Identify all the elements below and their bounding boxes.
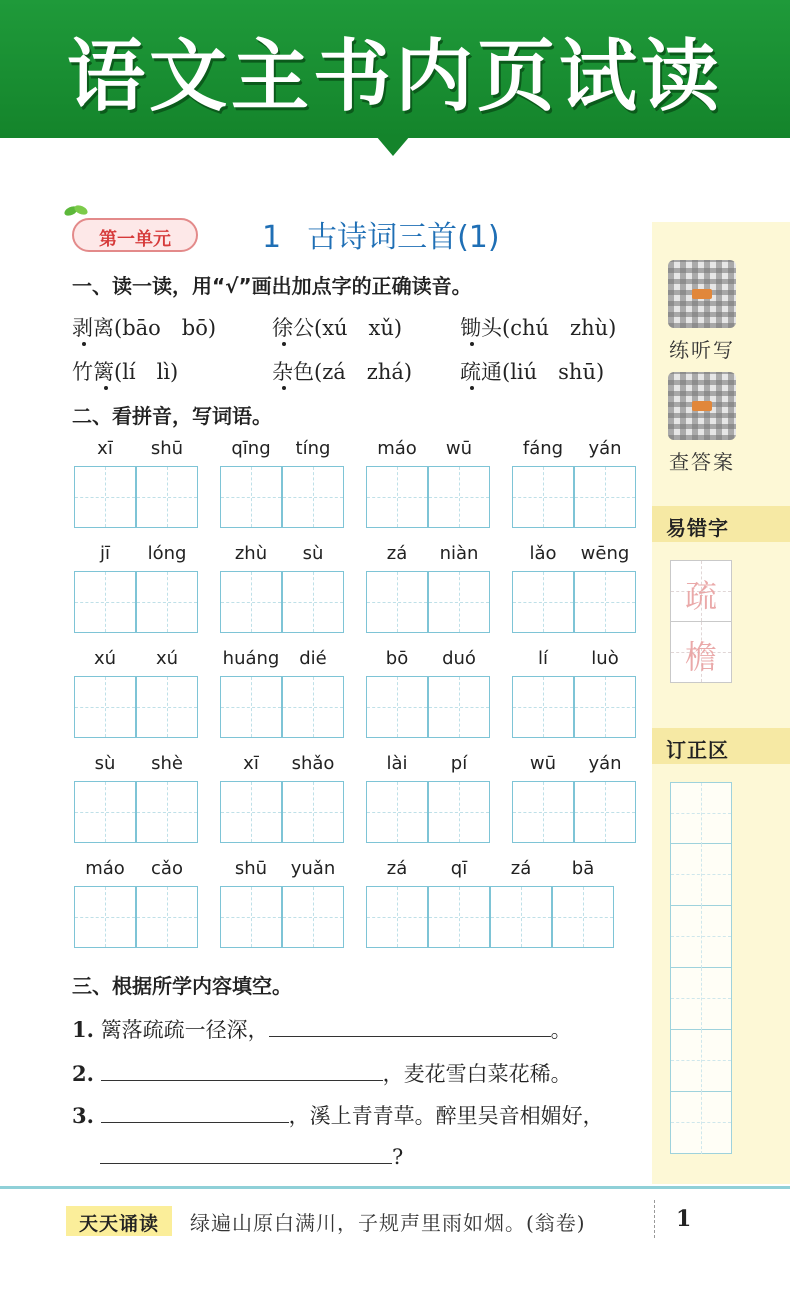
emphasis-dot [282,386,286,390]
writing-cell[interactable] [282,886,344,948]
pinyin-label: xú [155,648,179,669]
pinyin-label: lóng [147,543,187,564]
writing-cell[interactable] [574,676,636,738]
answer-blank[interactable] [269,1017,551,1037]
correction-heading: 订正区 [652,728,790,764]
lesson-title-text: 古诗词三首(1) [307,220,500,255]
qr-label-answers: 查答案 [669,450,735,474]
fill-item-3-continued [100,1144,403,1169]
emphasis-dot [470,342,474,346]
writing-cell[interactable] [428,886,490,948]
pinyin-label: jī [99,543,110,564]
pinyin-label: dié [299,648,327,669]
fill-text-after: ，溪上青青草。醉里吴音相媚好， [288,1104,604,1128]
writing-cell[interactable] [136,886,198,948]
section-heading-pinyin: 二、看拼音，写词语。 [72,404,272,428]
pinyin-label: wū [529,753,557,774]
writing-cell[interactable] [136,466,198,528]
writing-cell[interactable] [220,466,282,528]
writing-cell[interactable] [136,571,198,633]
writing-cell[interactable] [428,466,490,528]
error-char-box [670,621,732,683]
fill-number: 3. [72,1103,94,1128]
pinyin-label: pí [450,753,468,774]
writing-cell[interactable] [136,676,198,738]
pinyin-label: lǎo [529,543,557,564]
emphasis-dot [282,342,286,346]
top-banner [0,0,790,138]
pinyin-label: xī [97,438,113,459]
emphasis-dot [470,386,474,390]
writing-cell[interactable] [366,676,428,738]
page-number: 1 [676,1206,692,1232]
writing-cell[interactable] [282,571,344,633]
unit-tag: 第一单元 [72,218,198,252]
lesson-title [262,212,500,256]
pinyin-label: yán [588,753,622,774]
pinyin-label: yán [588,438,622,459]
pinyin-label: xī [243,753,259,774]
pinyin-label: tíng [295,438,331,459]
pinyin-label: qī [450,858,468,879]
error-prone-heading: 易错字 [652,506,790,542]
correction-box[interactable] [670,906,732,968]
writing-cell[interactable] [366,886,428,948]
fill-item-1 [72,1014,572,1044]
daily-recitation-tag: 天天诵读 [66,1206,172,1236]
writing-cell[interactable] [282,781,344,843]
writing-cell[interactable] [136,781,198,843]
section-heading-read: 一、读一读，用“√”画出加点字的正确读音。 [72,274,472,298]
answer-blank[interactable] [101,1061,383,1081]
reading-item: 杂色(zá zhá) [272,360,413,384]
fill-text-after: 。 [550,1018,572,1042]
pinyin-label: shǎo [291,753,335,774]
correction-box[interactable] [670,1030,732,1092]
writing-cell[interactable] [74,676,136,738]
fill-text-after: ，麦花雪白菜花稀。 [382,1062,572,1086]
reading-item: 徐公(xú xǔ) [272,316,403,340]
pinyin-label: cǎo [151,858,183,879]
pinyin-label: bā [571,858,595,879]
pinyin-label: yuǎn [290,858,336,879]
qr-code-dictation[interactable] [668,260,736,328]
writing-cell[interactable] [282,676,344,738]
banner-arrow [376,136,410,156]
pinyin-label: sù [302,543,324,564]
writing-cell[interactable] [74,781,136,843]
writing-cell[interactable] [220,781,282,843]
reading-item: 锄头(chú zhù) [460,316,617,340]
writing-cell[interactable] [428,571,490,633]
writing-cell[interactable] [512,676,574,738]
correction-box[interactable] [670,782,732,844]
fill-text-before: 篱落疏疏一径深， [100,1018,269,1042]
pinyin-label: xú [93,648,117,669]
emphasis-dot [82,342,86,346]
pinyin-label: máo [85,858,125,879]
correction-box[interactable] [670,1092,732,1154]
writing-cell[interactable] [428,781,490,843]
writing-cell[interactable] [512,781,574,843]
pinyin-label: wēng [580,543,630,564]
error-char-box [670,560,732,622]
section-heading-fill: 三、根据所学内容填空。 [72,974,292,998]
pinyin-label: sù [94,753,116,774]
pinyin-label: luò [591,648,619,669]
correction-box[interactable] [670,844,732,906]
writing-cell[interactable] [74,571,136,633]
writing-cell[interactable] [366,571,428,633]
writing-cell[interactable] [74,466,136,528]
qr-code-answers[interactable] [668,372,736,440]
writing-cell[interactable] [220,886,282,948]
writing-cell[interactable] [552,886,614,948]
pinyin-label: fáng [522,438,564,459]
correction-box[interactable] [670,968,732,1030]
writing-cell[interactable] [428,676,490,738]
fill-text-after: ? [392,1145,404,1169]
pinyin-label: bō [385,648,409,669]
pinyin-label: zhù [234,543,268,564]
reading-item: 竹篱(lí lì) [72,360,179,384]
emphasis-dot [104,386,108,390]
footer-divider [0,1186,790,1189]
writing-cell[interactable] [366,466,428,528]
pinyin-label: lài [386,753,408,774]
answer-blank[interactable] [101,1103,289,1123]
pinyin-label: shū [234,858,268,879]
writing-cell[interactable] [74,886,136,948]
writing-cell[interactable] [220,676,282,738]
pinyin-label: duó [442,648,476,669]
pinyin-label: shū [150,438,184,459]
pinyin-label: qīng [231,438,271,459]
reading-item: 疏通(liú shū) [460,360,605,384]
writing-cell[interactable] [574,781,636,843]
pinyin-label: zá [510,858,532,879]
pinyin-label: huáng [222,648,280,669]
pinyin-label: lí [537,648,548,669]
pinyin-label: shè [151,753,183,774]
writing-cell[interactable] [512,571,574,633]
error-char: 檐 [684,638,717,676]
writing-cell[interactable] [366,781,428,843]
fill-item-3 [72,1100,604,1130]
pinyin-label: máo [377,438,417,459]
sprout-icon [64,204,88,218]
lesson-number: 1 [262,220,282,255]
fill-item-2 [72,1058,572,1088]
writing-cell[interactable] [490,886,552,948]
fill-number: 1. [72,1017,94,1042]
writing-cell[interactable] [512,466,574,528]
fill-number: 2. [72,1061,94,1086]
pinyin-label: zá [386,858,408,879]
pinyin-label: wū [445,438,473,459]
writing-cell[interactable] [220,571,282,633]
error-char: 疏 [684,577,717,615]
pinyin-label: zá [386,543,408,564]
writing-cell[interactable] [574,466,636,528]
banner-title: 语文主书内页试读 [66,32,723,122]
answer-blank[interactable] [100,1144,392,1164]
writing-cell[interactable] [282,466,344,528]
reading-item: 剥离(bāo bō) [72,316,217,340]
footer-separator [654,1200,655,1238]
daily-recitation-text: 绿遍山原白满川，子规声里雨如烟。(翁卷) [190,1211,586,1235]
qr-label-dictation: 练听写 [669,338,735,362]
pinyin-label: niàn [439,543,479,564]
writing-cell[interactable] [574,571,636,633]
